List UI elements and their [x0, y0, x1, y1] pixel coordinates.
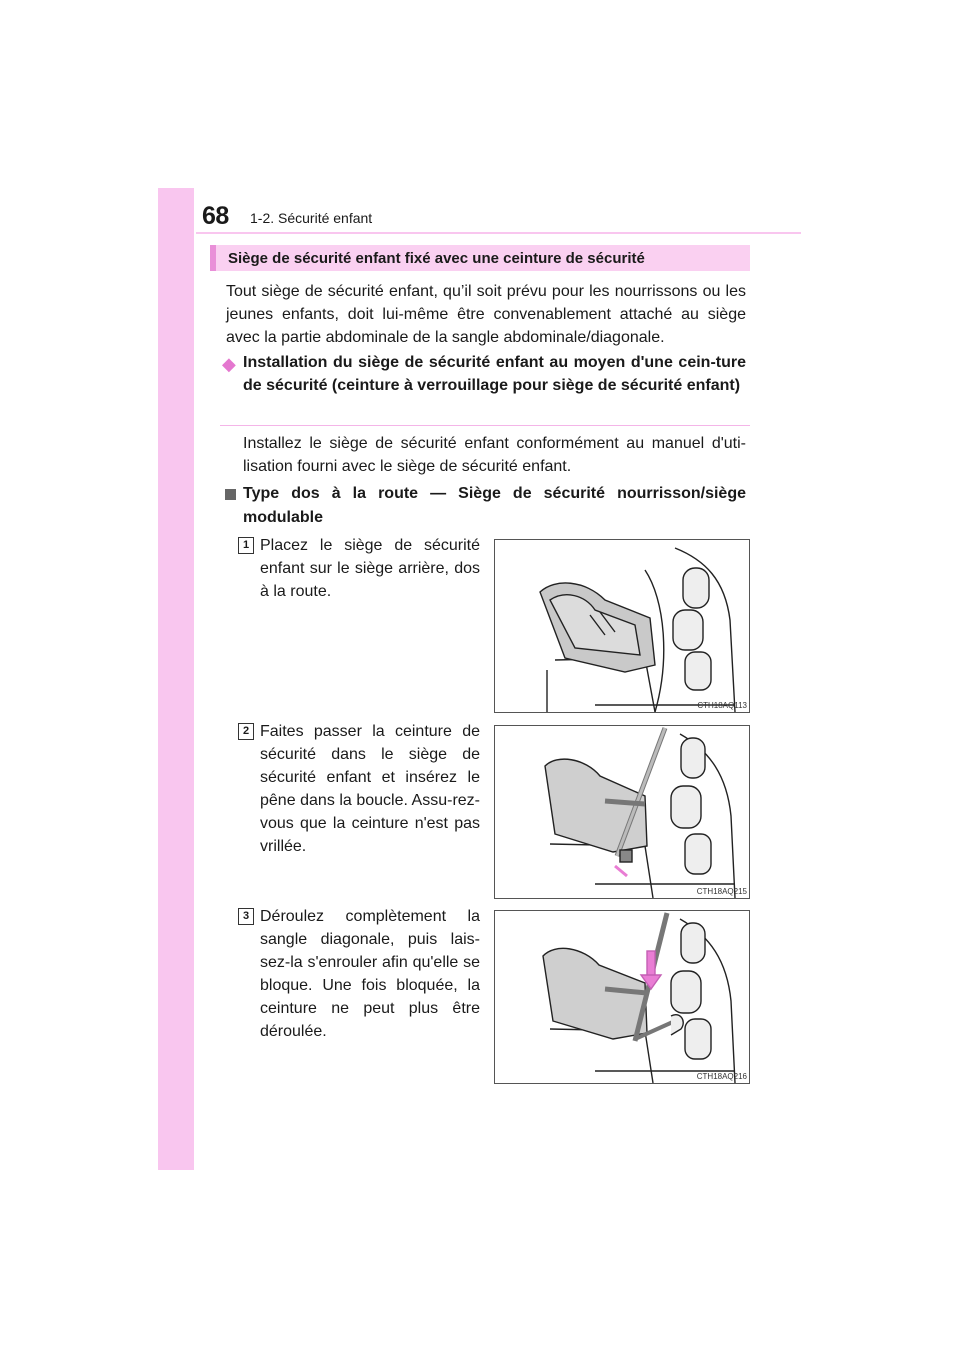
subsection-rule: [220, 425, 750, 426]
subsection-title: Installation du siège de sécurité enfant au moyen d'une cein-ture de sécurité (ceinture à verrouillage pour siège de sécurité enfant): [243, 354, 746, 394]
car-seat-illustration-1: [495, 540, 749, 712]
step-text-1: Placez le siège de sécurité enfant sur le siège arrière, dos à la route.: [260, 537, 480, 600]
intro-paragraph: Tout siège de sécurité enfant, qu’il soit prévu pour les nourrissons ou les jeunes enfants, doit lui-même être convenablement attaché au siège avec la partie abdominale de la sangle abdominale/diagonale.: [226, 283, 746, 346]
header-rule: [196, 232, 801, 234]
page-number: 68: [202, 202, 229, 230]
figure-step-2: [494, 725, 750, 899]
running-header: 1-2. Sécurité enfant: [250, 210, 373, 226]
square-bullet-icon: [225, 489, 236, 500]
type-heading: Type dos à la route — Siège de sécurité nourrisson/siège modulable: [243, 485, 746, 526]
figure-step-1: [494, 539, 750, 713]
figure-code-2: CTH18AQ215: [696, 887, 747, 896]
car-seat-illustration-2: [495, 726, 749, 898]
side-tab: [158, 188, 194, 1170]
figure-code-3: CTH18AQ216: [696, 1072, 747, 1081]
step-number-1: 1: [238, 537, 254, 554]
step-number-3: 3: [238, 908, 254, 925]
install-paragraph: Installez le siège de sécurité enfant conformément au manuel d'uti-lisation fourni avec le siège de sécurité enfant.: [243, 435, 746, 475]
step-text-3: Déroulez complètement la sangle diagonale, puis lais-sez-la s'enrouler afin qu'elle se bloque. Une fois bloquée, la ceinture ne peut plus être déroulée.: [260, 908, 480, 1040]
section-title: Siège de sécurité enfant fixé avec une ceinture de sécurité: [228, 250, 645, 267]
section-heading-bar: [210, 245, 750, 271]
diamond-bullet-icon: ◆: [222, 354, 236, 374]
figure-step-3: [494, 910, 750, 1084]
step-number-2: 2: [238, 723, 254, 740]
figure-code-1: CTH18AQ113: [697, 701, 747, 710]
step-text-2: Faites passer la ceinture de sécurité dans le siège de sécurité enfant et insérez le pêne dans la boucle. Assu-rez-vous que la ceinture n'est pas vrillée.: [260, 723, 480, 855]
car-seat-illustration-3: [495, 911, 749, 1083]
